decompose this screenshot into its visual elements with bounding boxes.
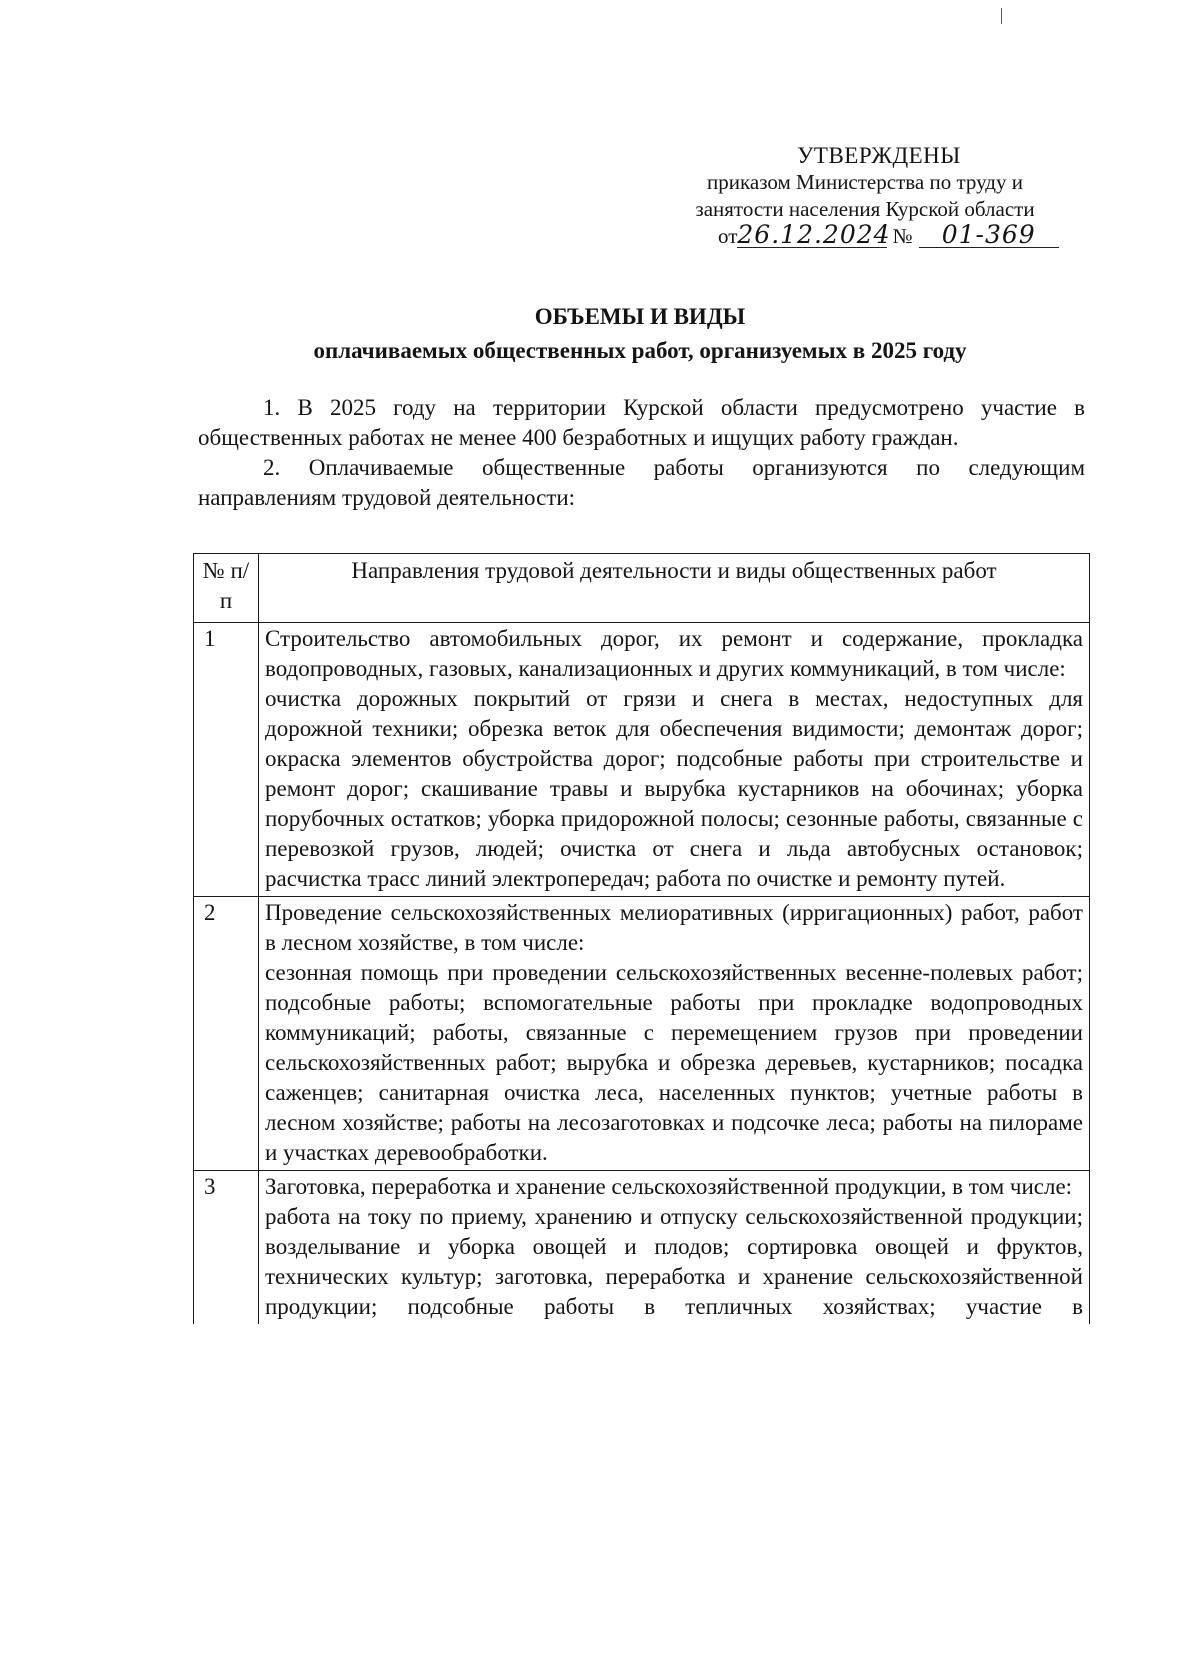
row-desc <box>259 1171 1090 1325</box>
approval-heading: УТВЕРЖДЕНЫ <box>797 143 961 168</box>
paragraph-2: 2. Оплачиваемые общественные работы организуются по следующим направлениям трудовой деятельности: <box>198 455 1085 510</box>
table-row <box>194 623 1090 897</box>
row-desc <box>259 623 1090 897</box>
number-label: № <box>892 224 913 248</box>
row-details: сезонная помощь при проведении сельскохозяйственных весенне-полевых работ; подсобные работы; вспомогательные работы при прокладке водопроводных коммуникаций; работы, связанные с перемещением грузов при проведении сельскохозяйственных работ; вырубка и обрезка деревьев, кустарников; посадка саженцев; санитарная очистка леса, населенных пунктов; учетные работы в лесном хозяйстве; работы на лесозаготовках и подсочке леса; работы на пилораме и участках деревообработки. <box>265 960 1083 1165</box>
approval-stamp <box>640 142 1090 253</box>
scan-mark <box>1001 8 1002 24</box>
document-title <box>190 300 1090 368</box>
approval-line-2: занятости населения Курской области <box>695 197 1035 221</box>
row-details: работа на току по приему, хранению и отпуску сельскохозяйственной продукции; возделывание и уборка овощей и плодов; сортировка овощей и фруктов, технических культур; заготовка, переработка и хранение сельскохозяйственной продукции; подсобные работы в тепличных хозяйствах; участие в <box>265 1204 1083 1319</box>
table-row <box>194 897 1090 1171</box>
row-desc <box>259 897 1090 1171</box>
row-heading: Проведение сельскохозяйственных мелиоративных (ирригационных) работ, работ в лесном хозяйстве, в том числе: <box>265 900 1083 955</box>
table-row <box>194 1171 1090 1325</box>
header-desc: Направления трудовой деятельности и виды общественных работ <box>259 554 1090 623</box>
row-num: 1 <box>194 623 259 897</box>
order-reference <box>640 220 1090 253</box>
row-heading: Строительство автомобильных дорог, их ремонт и содержание, прокладка водопроводных, газовых, канализационных и других коммуникаций, в том числе: <box>265 626 1083 681</box>
title-subtitle: оплачиваемых общественных работ, организуемых в 2025 году <box>313 338 967 363</box>
handwritten-date: 26.12.2024 <box>737 220 891 249</box>
title-main: ОБЪЕМЫ И ВИДЫ <box>534 304 746 329</box>
row-heading: Заготовка, переработка и хранение сельскохозяйственной продукции, в том числе: <box>265 1174 1073 1199</box>
paragraph-1: 1. В 2025 году на территории Курской области предусмотрено участие в общественных работах не менее 400 безработных и ищущих работу граждан. <box>198 395 1085 450</box>
works-table <box>193 553 1090 1324</box>
document-body <box>198 393 1085 513</box>
row-num: 2 <box>194 897 259 1171</box>
handwritten-order-number: 01-369 <box>919 223 1059 248</box>
from-label: от <box>718 224 738 248</box>
header-num: № п/п <box>194 554 259 623</box>
row-details: очистка дорожных покрытий от грязи и снега в местах, недоступных для дорожной техники; обрезка веток для обеспечения видимости; демонтаж дорог; окраска элементов обустройства дорог; подсобные работы при строительстве и ремонт дорог; скашивание травы и вырубка кустарников на обочинах; уборка порубочных остатков; уборка придорожной полосы; сезонные работы, связанные с перевозкой грузов, людей; очистка от снега и льда автобусных остановок; расчистка трасс линий электропередач; работа по очистке и ремонту путей. <box>265 686 1083 891</box>
table-header-row <box>194 554 1090 623</box>
row-num: 3 <box>194 1171 259 1325</box>
approval-line-1: приказом Министерства по труду и <box>707 170 1023 194</box>
